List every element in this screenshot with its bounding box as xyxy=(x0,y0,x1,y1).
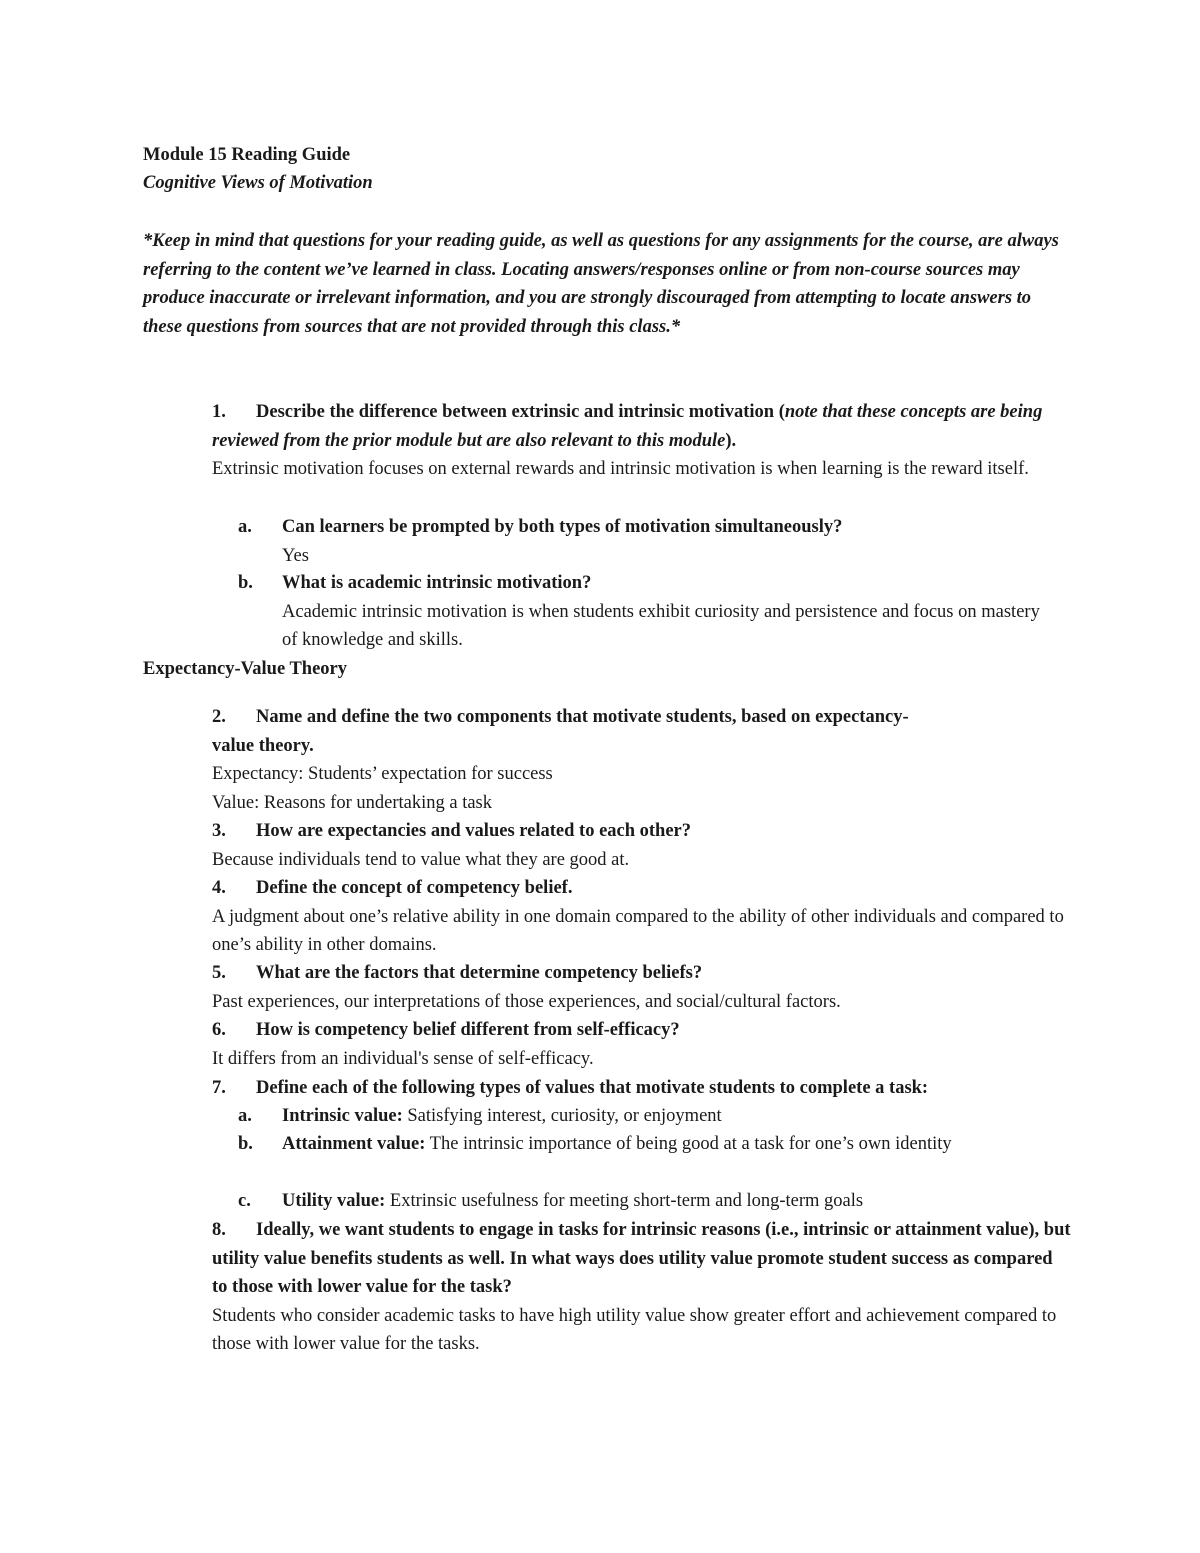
answer-text: Students who consider academic tasks to have high utility value show greater effort and achievement compared to those with lower value for the tasks. xyxy=(212,1305,1057,1354)
answer-text: It differs from an individual's sense of self-efficacy. xyxy=(212,1048,594,1069)
question-text: Name and define the two components that motivate students, based on expectancy-value theory. xyxy=(212,707,909,756)
question-text: Define the concept of competency belief. xyxy=(256,878,573,898)
document-subtitle: Cognitive Views of Motivation xyxy=(143,173,373,193)
question-text: Describe the difference between extrinsic and intrinsic motivation ( xyxy=(256,402,785,422)
subquestion-letter: b. xyxy=(238,573,253,593)
question-number: 7. xyxy=(212,1078,226,1098)
answer-text: Satisfying interest, curiosity, or enjoyment xyxy=(402,1106,722,1126)
question-number: 3. xyxy=(212,821,226,841)
question-4 xyxy=(212,874,1082,960)
answer-text: Extrinsic usefulness for meeting short-term and long-term goals xyxy=(385,1191,864,1211)
question-2 xyxy=(212,703,932,817)
answer-text: Expectancy: Students’ expectation for success xyxy=(212,764,553,784)
question-7 xyxy=(212,1074,1092,1103)
question-3 xyxy=(212,817,1082,874)
answer-text: Value: Reasons for undertaking a task xyxy=(212,792,492,813)
section-heading: Expectancy-Value Theory xyxy=(143,659,348,679)
answer-text: Because individuals tend to value what they are good at. xyxy=(212,849,630,870)
question-text: How is competency belief different from self-efficacy? xyxy=(256,1020,680,1040)
value-term: Utility value: xyxy=(282,1191,386,1211)
answer-text: Yes xyxy=(282,545,309,566)
question-number: 1. xyxy=(212,402,226,422)
question-1a xyxy=(238,513,1082,570)
instructions-note: *Keep in mind that questions for your reading guide, as well as questions for any assignments for the course, are always referring to the content we’ve learned in class. Locating answers/responses online or from non-course sources may produce inaccurate or irrelevant information, and you are strongly discouraged from attempting to locate answers to these questions from sources that are not provided through this class.* xyxy=(143,231,1059,337)
subquestion-text: Can learners be prompted by both types of motivation simultaneously? xyxy=(282,517,843,537)
answer-text: Past experiences, our interpretations of those experiences, and social/cultural factors. xyxy=(212,991,841,1012)
question-number: 5. xyxy=(212,963,226,983)
value-term: Attainment value: xyxy=(282,1134,426,1154)
question-1b xyxy=(238,569,1042,655)
subquestion-letter: a. xyxy=(238,517,252,537)
question-number: 8. xyxy=(212,1220,226,1240)
question-1 xyxy=(212,398,1072,484)
question-number: 6. xyxy=(212,1020,226,1040)
question-7c xyxy=(238,1187,1082,1216)
question-text: Define each of the following types of values that motivate students to complete a task: xyxy=(256,1078,929,1098)
question-7a xyxy=(238,1102,1072,1131)
subquestion-letter: a. xyxy=(238,1106,252,1126)
question-text: Ideally, we want students to engage in tasks for intrinsic reasons (i.e., intrinsic or attainment value), but utility value benefits students as well. In what ways does utility value promote student success as compared to those with lower value for the task? xyxy=(212,1220,1071,1297)
question-7b xyxy=(238,1130,1062,1159)
question-8 xyxy=(212,1216,1072,1359)
question-text-end: ). xyxy=(725,430,737,451)
question-note: note that these concepts are being reviewed from the prior module but are also relevant to this module xyxy=(212,402,1043,451)
subquestion-letter: c. xyxy=(238,1191,251,1211)
subquestion-letter: b. xyxy=(238,1134,253,1154)
answer-text: Academic intrinsic motivation is when students exhibit curiosity and persistence and focus on mastery of knowledge and skills. xyxy=(282,601,1040,650)
question-text: What are the factors that determine competency beliefs? xyxy=(256,963,703,983)
subquestion-text: What is academic intrinsic motivation? xyxy=(282,573,592,593)
answer-text: A judgment about one’s relative ability in one domain compared to the ability of other individuals and compared to one’s ability in other domains. xyxy=(212,906,1064,955)
answer-text: The intrinsic importance of being good at a task for one’s own identity xyxy=(425,1134,952,1154)
question-number: 4. xyxy=(212,878,226,898)
question-6 xyxy=(212,1016,1082,1073)
question-number: 2. xyxy=(212,707,226,727)
answer-text: Extrinsic motivation focuses on external rewards and intrinsic motivation is when learning is the reward itself. xyxy=(212,459,1029,479)
question-5 xyxy=(212,959,1082,1016)
question-text: How are expectancies and values related to each other? xyxy=(256,821,692,841)
value-term: Intrinsic value: xyxy=(282,1106,403,1126)
document-title: Module 15 Reading Guide xyxy=(143,145,351,165)
